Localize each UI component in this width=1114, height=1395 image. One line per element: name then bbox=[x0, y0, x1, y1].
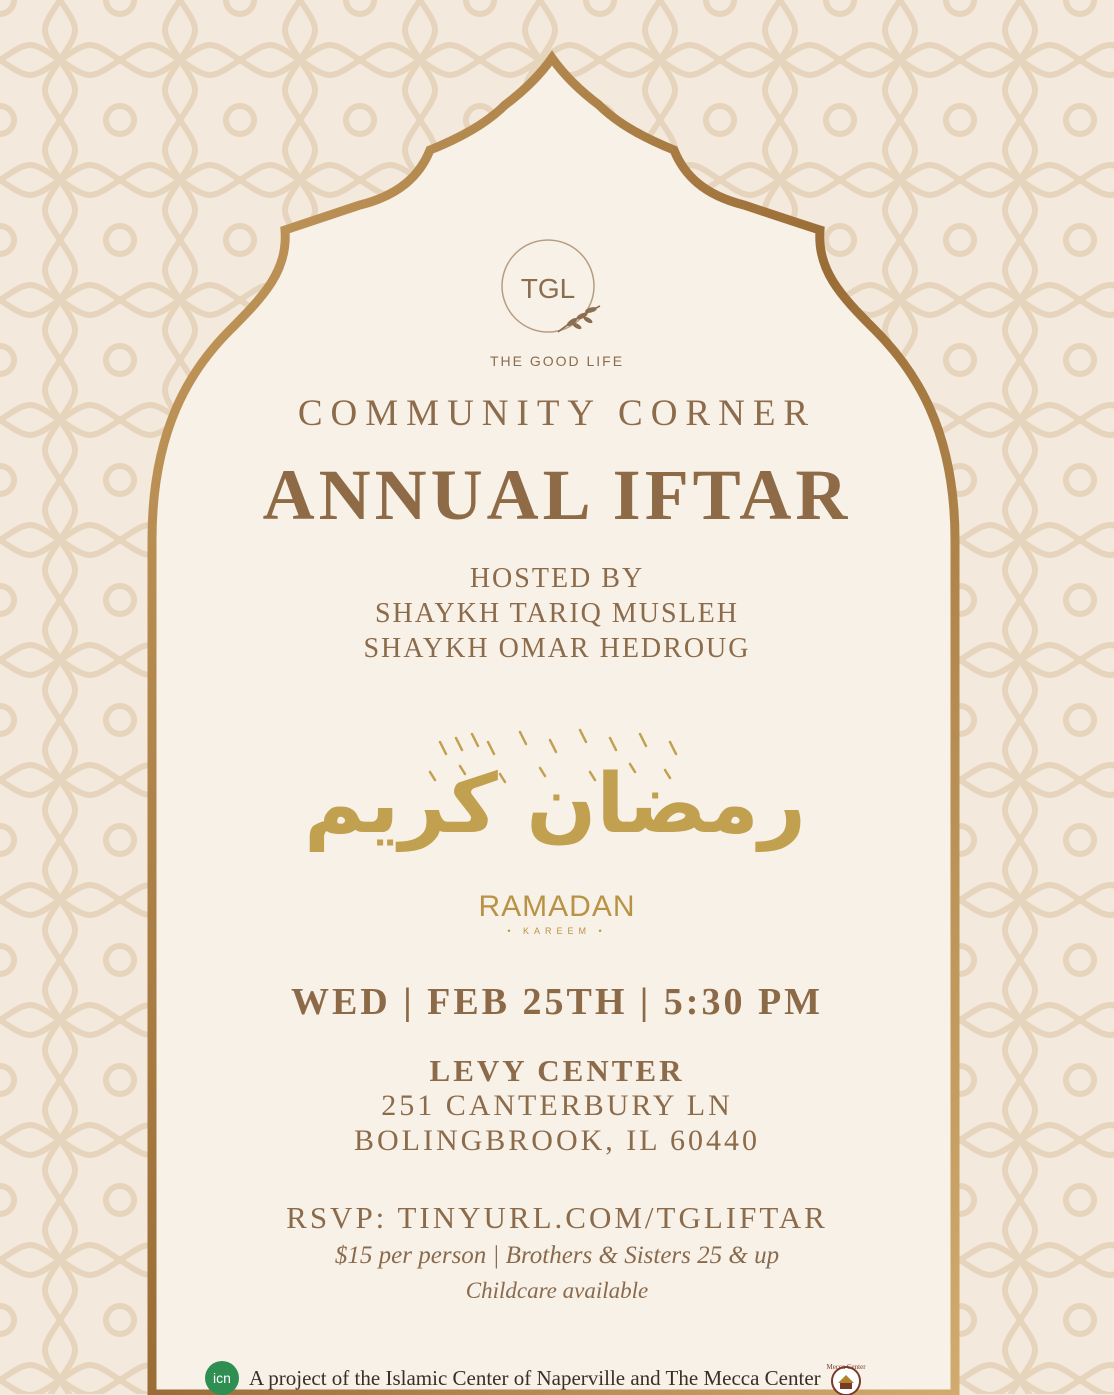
icn-logo-icon: icn bbox=[205, 1361, 239, 1395]
page-title: ANNUAL IFTAR bbox=[262, 455, 852, 535]
venue-name: LEVY CENTER bbox=[429, 1053, 685, 1088]
venue-address-line2: BOLINGBROOK, IL 60440 bbox=[353, 1124, 761, 1157]
logo-caption: THE GOOD LIFE bbox=[489, 353, 625, 369]
footer bbox=[205, 1361, 865, 1395]
kareem-word: • KAREEM • bbox=[507, 926, 607, 936]
footer-text: A project of the Islamic Center of Naperville and The Mecca Center bbox=[249, 1365, 821, 1390]
childcare-info: Childcare available bbox=[465, 1278, 649, 1303]
mecca-center-logo-icon bbox=[827, 1361, 865, 1395]
tgl-monogram: TGL bbox=[520, 273, 576, 304]
hosted-by-label: HOSTED BY bbox=[469, 563, 645, 594]
rsvp-link[interactable]: RSVP: TINYURL.COM/TGLIFTAR bbox=[286, 1200, 828, 1235]
arabic-text: رمضان كريم bbox=[304, 757, 806, 852]
ramadan-word: RAMADAN bbox=[478, 890, 636, 923]
tgl-logo bbox=[496, 248, 608, 354]
svg-text:Mecca Center: Mecca Center bbox=[826, 1363, 866, 1371]
ramadan-calligraphy bbox=[304, 712, 806, 882]
venue-address-line1: 251 CANTERBURY LN bbox=[381, 1089, 733, 1122]
host-name: SHAYKH OMAR HEDROUG bbox=[363, 633, 751, 664]
event-datetime: WED | FEB 25TH | 5:30 PM bbox=[290, 981, 824, 1023]
price-info: $15 per person | Brothers & Sisters 25 & up bbox=[334, 1242, 780, 1269]
eyebrow-title: COMMUNITY CORNER bbox=[297, 393, 817, 434]
host-name: SHAYKH TARIQ MUSLEH bbox=[374, 598, 740, 629]
